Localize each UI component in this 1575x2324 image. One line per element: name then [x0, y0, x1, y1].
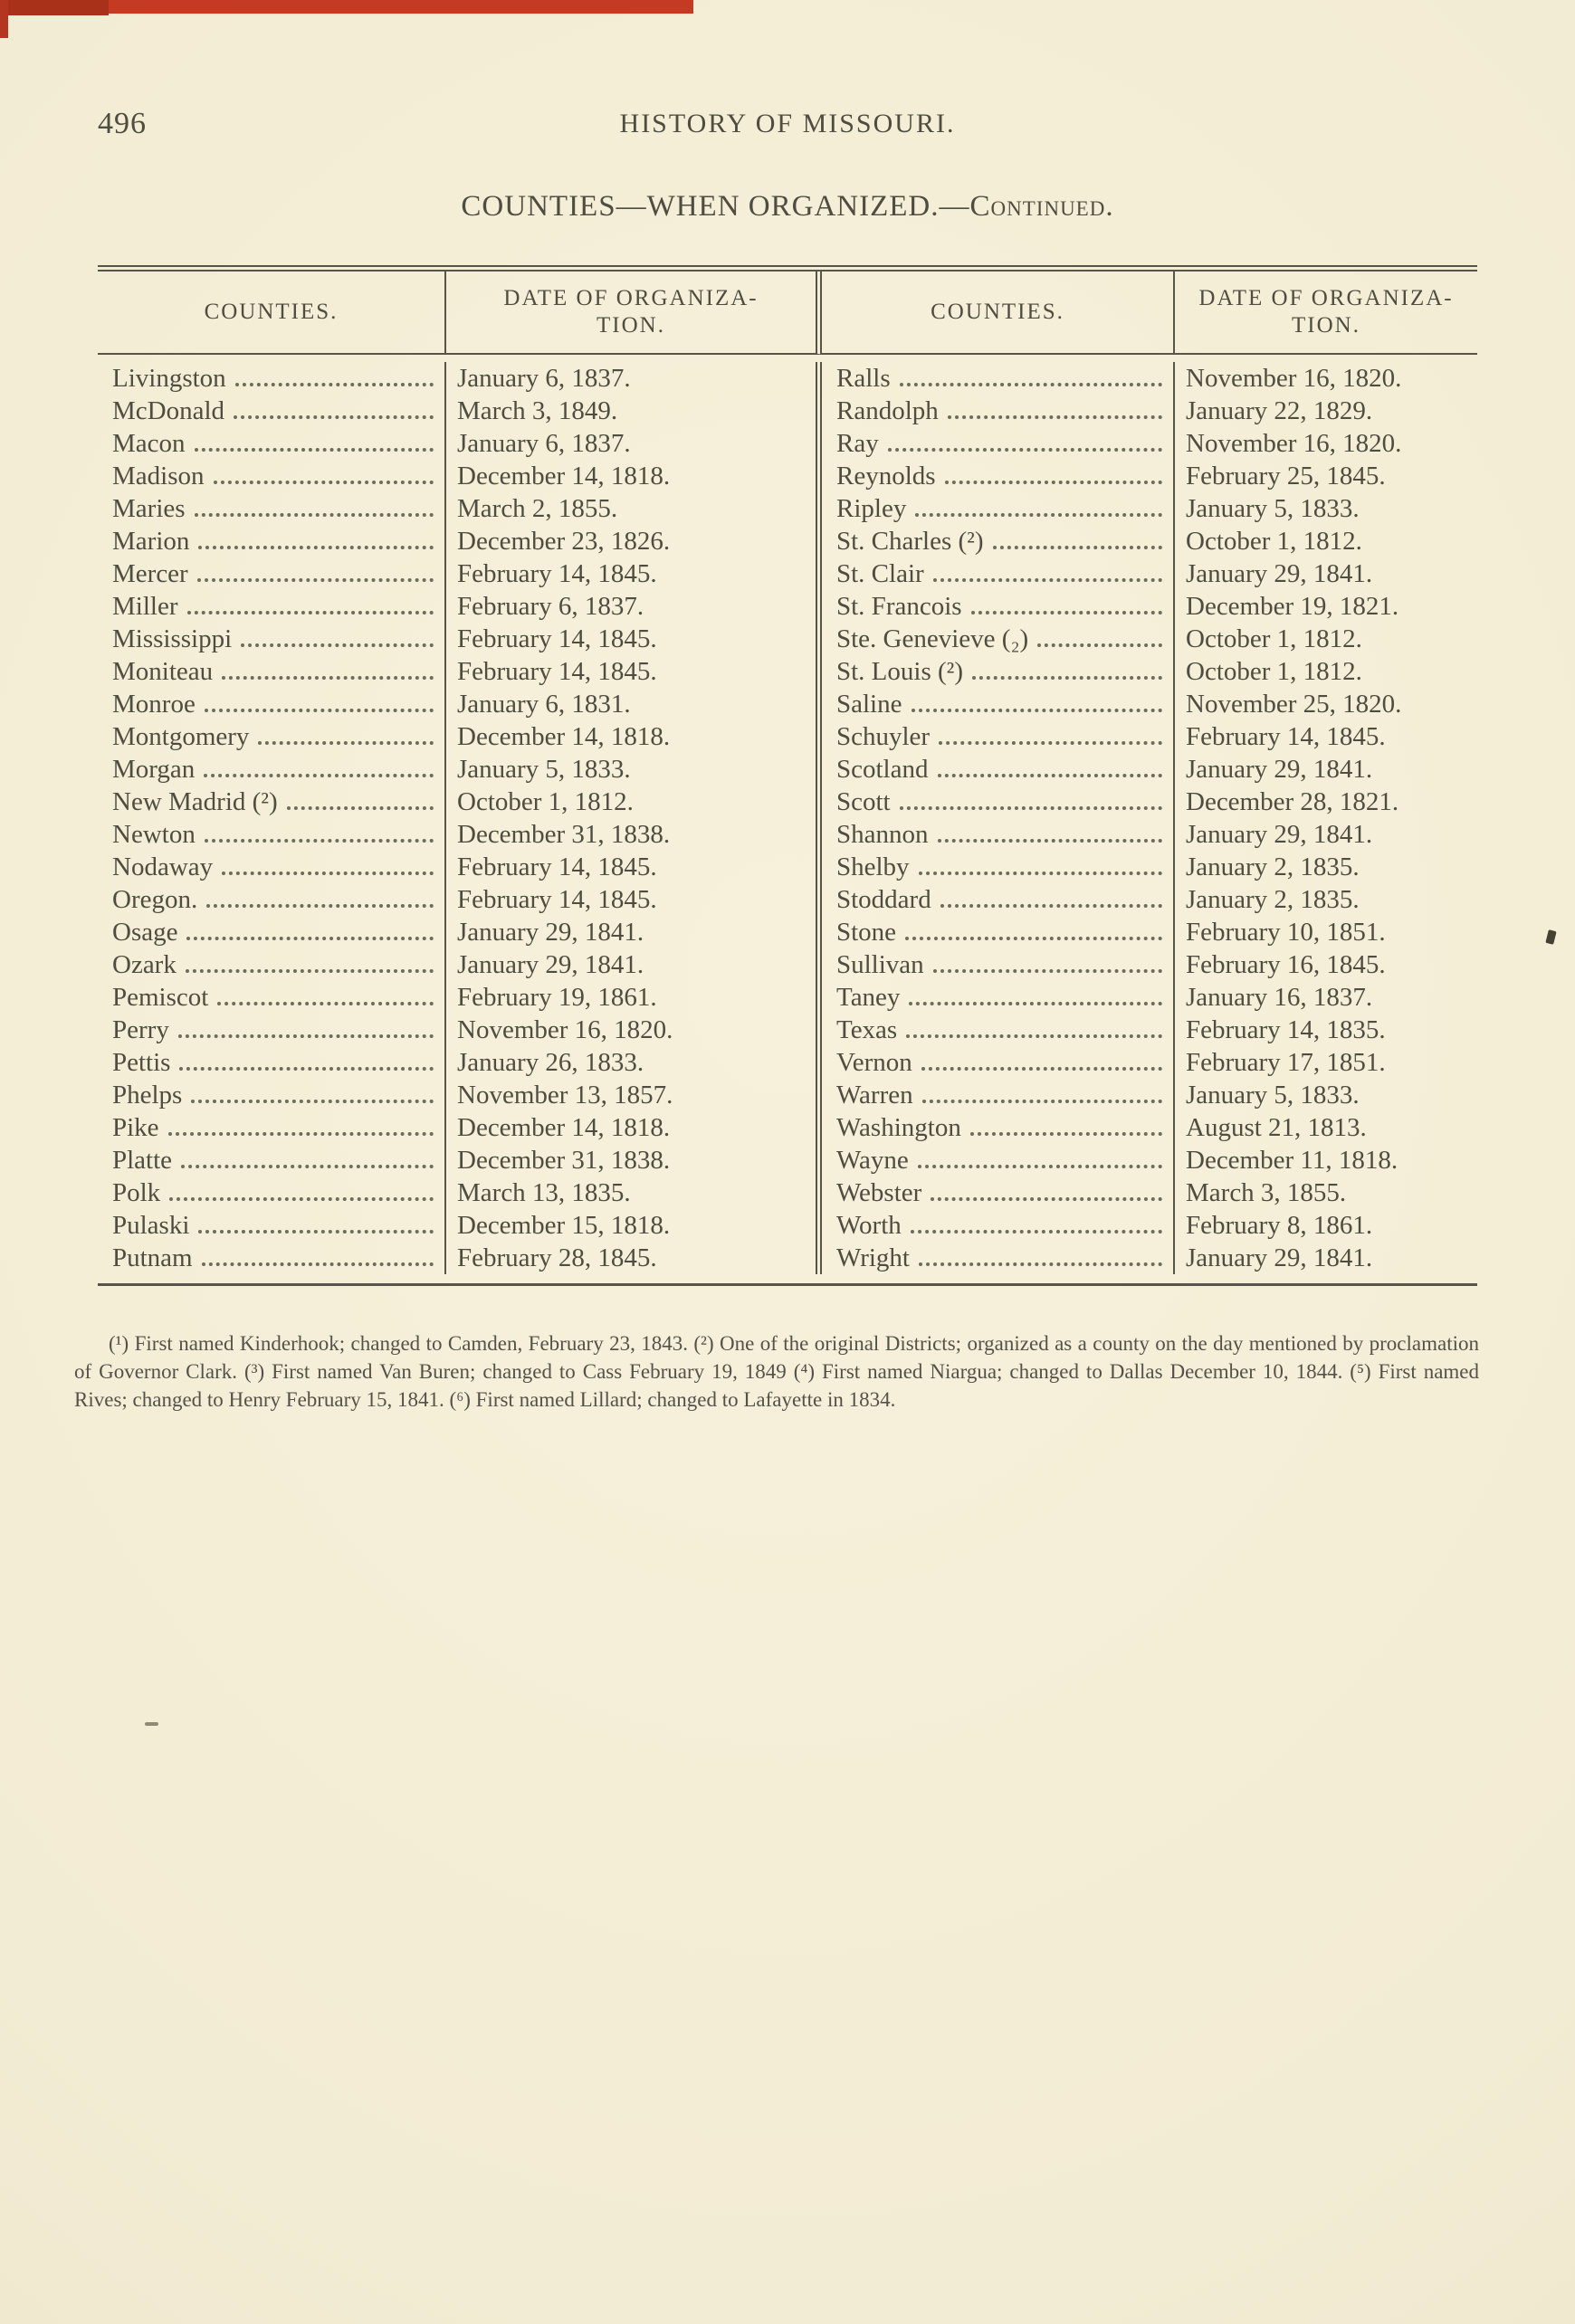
county-name: Newton [112, 820, 196, 849]
date-cell: January 2, 1835. [1186, 852, 1360, 881]
date-cell: January 22, 1829. [1186, 396, 1373, 425]
county-name: Warren [836, 1081, 913, 1110]
leader-dots [939, 741, 1162, 745]
county-name: Scotland [836, 755, 929, 784]
county-cell [822, 1209, 1175, 1242]
date-cell: March 3, 1849. [446, 395, 822, 427]
header-label: COUNTIES. [931, 300, 1064, 324]
date-cell: January 29, 1841. [1186, 1243, 1373, 1272]
date-cell: January 6, 1837. [446, 362, 822, 395]
county-cell [822, 623, 1175, 655]
page-header [98, 107, 1477, 147]
county-cell [98, 655, 446, 688]
county-cell [98, 1046, 446, 1079]
county-name: Shelby [836, 852, 910, 881]
county-name: New Madrid (²) [112, 787, 278, 816]
date-cell: August 21, 1813. [1186, 1113, 1367, 1142]
date-cell: February 16, 1845. [1186, 950, 1386, 979]
date-cell: October 1, 1812. [1186, 657, 1362, 686]
county-name: Maries [112, 494, 186, 523]
leader-dots [919, 872, 1162, 875]
county-name: Ray [836, 429, 879, 458]
county-name: Miller [112, 592, 178, 621]
county-cell [822, 786, 1175, 818]
county-name: St. Charles (²) [836, 527, 984, 556]
county-cell [98, 1079, 446, 1111]
date-cell: February 14, 1845. [446, 623, 822, 655]
leader-dots [888, 448, 1162, 452]
date-cell: February 25, 1845. [1186, 462, 1386, 491]
leader-dots [972, 676, 1162, 680]
leader-dots [169, 1197, 434, 1201]
table-body [98, 355, 1477, 1283]
county-name: Mercer [112, 559, 188, 588]
table-title-main: COUNTIES—WHEN ORGANIZED.— [461, 190, 970, 223]
county-cell [822, 362, 1175, 395]
date-cell: January 2, 1835. [1186, 885, 1360, 914]
leader-dots [915, 513, 1162, 517]
county-name: Monroe [112, 690, 196, 719]
leader-dots [234, 415, 434, 419]
date-cell: December 15, 1818. [446, 1209, 822, 1242]
date-cell: January 5, 1833. [1186, 1081, 1360, 1110]
date-cell: October 1, 1812. [1186, 527, 1362, 556]
county-name: Nodaway [112, 852, 214, 881]
date-cell: November 16, 1820. [1186, 429, 1402, 458]
county-cell [98, 753, 446, 786]
date-cell: January 29, 1841. [446, 948, 822, 981]
county-cell [98, 590, 446, 623]
header-counties-right [822, 271, 1175, 355]
date-cell: November 16, 1820. [1186, 364, 1402, 393]
date-cell: February 17, 1851. [1186, 1048, 1386, 1077]
leader-dots [912, 709, 1163, 712]
date-cell: January 6, 1837. [446, 427, 822, 460]
date-cell: November 25, 1820. [1186, 690, 1402, 719]
county-cell [98, 1144, 446, 1176]
county-name: Wayne [836, 1146, 909, 1175]
county-name: Randolph [836, 396, 939, 425]
county-cell [98, 362, 446, 395]
date-cell: January 16, 1837. [1186, 983, 1373, 1012]
county-name: Webster [836, 1178, 922, 1207]
leader-dots [186, 937, 434, 940]
date-cell: March 3, 1855. [1186, 1178, 1347, 1207]
county-cell [822, 395, 1175, 427]
scanner-red-strip-dark [0, 0, 109, 15]
leader-dots [204, 774, 434, 777]
leader-dots [198, 1230, 434, 1233]
date-cell: January 29, 1841. [446, 916, 822, 948]
county-cell [822, 655, 1175, 688]
county-name: Schuyler [836, 722, 931, 751]
date-cell: January 29, 1841. [1186, 820, 1373, 849]
date-cell: February 10, 1851. [1186, 918, 1386, 947]
leader-dots [1037, 643, 1162, 647]
county-name: Saline [836, 690, 902, 719]
county-name: Shannon [836, 820, 929, 849]
county-cell [98, 492, 446, 525]
date-cell: March 13, 1835. [446, 1176, 822, 1209]
date-cell: February 19, 1861. [446, 981, 822, 1014]
leader-dots [214, 481, 434, 484]
county-name: Reynolds [836, 462, 936, 491]
date-cell: December 14, 1818. [446, 720, 822, 753]
county-cell [822, 557, 1175, 590]
leader-dots [205, 709, 434, 712]
leader-dots [900, 383, 1162, 386]
county-name: Taney [836, 983, 901, 1012]
county-cell [822, 981, 1175, 1014]
leader-dots [186, 969, 434, 973]
header-label: COUNTIES. [204, 300, 339, 324]
county-name: Pike [112, 1113, 159, 1142]
date-cell: February 14, 1845. [446, 557, 822, 590]
date-cell: December 31, 1838. [446, 1144, 822, 1176]
leader-dots [287, 806, 434, 810]
county-name: Pemiscot [112, 983, 209, 1012]
ink-dash [145, 1722, 158, 1726]
date-cell: December 28, 1821. [1186, 787, 1399, 816]
county-name: Marion [112, 527, 190, 556]
county-cell [822, 460, 1175, 492]
county-cell [98, 557, 446, 590]
county-cell [98, 720, 446, 753]
date-cell: January 26, 1833. [446, 1046, 822, 1079]
date-cell: January 29, 1841. [1186, 559, 1373, 588]
date-cell: February 14, 1845. [446, 851, 822, 883]
county-name: Wright [836, 1243, 910, 1272]
leader-dots [202, 1262, 434, 1266]
county-cell [98, 981, 446, 1014]
county-name: Texas [836, 1015, 898, 1044]
date-cell: January 6, 1831. [446, 688, 822, 720]
county-name: Worth [836, 1211, 902, 1240]
leader-dots [179, 1067, 434, 1071]
leader-dots [905, 937, 1162, 940]
leader-dots [191, 1100, 434, 1103]
running-header: HISTORY OF MISSOURI. [619, 109, 956, 138]
leader-dots [919, 1262, 1162, 1266]
county-name: Platte [112, 1146, 173, 1175]
date-cell: January 5, 1833. [1186, 494, 1360, 523]
county-cell [822, 1176, 1175, 1209]
leader-dots [222, 872, 434, 875]
date-cell: December 19, 1821. [1186, 592, 1399, 621]
date-cell: February 14, 1835. [1186, 1015, 1386, 1044]
date-cell: January 29, 1841. [1186, 755, 1373, 784]
leader-dots [940, 904, 1162, 908]
date-cell: October 1, 1812. [1186, 624, 1362, 653]
county-name: Livingston [112, 364, 226, 393]
leader-dots [945, 481, 1162, 484]
county-cell [822, 1242, 1175, 1274]
footnotes: (¹) First named Kinderhook; changed to Camden, February 23, 1843. (²) One of the original Districts; organized as a county on the day mentioned by proclamation of Governor Clark. (³) First named Van Buren; changed to Cass February 19, 1849 (⁴) First named Niargua; changed to Dallas December 10, 1844. (⁵) First named Rives; changed to Henry February 15, 1841. (⁶) First named Lillard; changed to Lafayette in 1834. [74, 1332, 1479, 1411]
header-date-right [1175, 271, 1477, 355]
county-cell [822, 818, 1175, 851]
leader-dots [900, 806, 1162, 810]
leader-dots [933, 969, 1162, 973]
date-cell: February 8, 1861. [1186, 1211, 1373, 1240]
county-cell [98, 1176, 446, 1209]
leader-dots [938, 839, 1163, 843]
date-cell: December 31, 1838. [446, 818, 822, 851]
leader-dots [933, 578, 1162, 582]
county-name: Stoddard [836, 885, 931, 914]
page-number: 496 [98, 107, 147, 140]
date-cell: October 1, 1812. [446, 786, 822, 818]
leader-dots [970, 1132, 1162, 1136]
date-cell: December 14, 1818. [446, 460, 822, 492]
county-cell [822, 492, 1175, 525]
date-cell: February 14, 1845. [446, 883, 822, 916]
header-label: TION. [597, 313, 665, 338]
county-cell [822, 590, 1175, 623]
county-cell [98, 688, 446, 720]
ink-speck [1545, 929, 1556, 945]
county-name: Stone [836, 918, 897, 947]
leader-dots [909, 1002, 1162, 1005]
county-cell [98, 1209, 446, 1242]
county-name: Pettis [112, 1048, 171, 1077]
county-name: Ozark [112, 950, 177, 979]
county-cell [98, 623, 446, 655]
county-cell [822, 688, 1175, 720]
county-cell [98, 1111, 446, 1144]
county-cell [822, 1144, 1175, 1176]
county-cell [98, 786, 446, 818]
date-cell: February 14, 1845. [1186, 722, 1386, 751]
leader-dots [993, 546, 1162, 549]
leader-dots [258, 741, 434, 745]
leader-dots [911, 1230, 1162, 1233]
scanner-red-edge [0, 0, 8, 38]
county-cell [98, 818, 446, 851]
county-cell [822, 1014, 1175, 1046]
county-cell [822, 1046, 1175, 1079]
leader-dots [235, 383, 434, 386]
leader-dots [222, 676, 434, 680]
county-cell [98, 1014, 446, 1046]
county-cell [822, 948, 1175, 981]
leader-dots [217, 1002, 434, 1005]
leader-dots [178, 1034, 434, 1038]
county-cell [822, 720, 1175, 753]
county-cell [98, 916, 446, 948]
header-label: DATE OF ORGANIZA- [503, 286, 759, 310]
county-cell [98, 427, 446, 460]
leader-dots [195, 448, 434, 452]
leader-dots [918, 1165, 1162, 1168]
table-header-row [98, 271, 1477, 355]
leader-dots [971, 611, 1162, 614]
leader-dots [181, 1165, 434, 1168]
header-date-left [446, 271, 822, 355]
county-name: Ralls [836, 364, 891, 393]
county-cell [98, 883, 446, 916]
county-name: Ripley [836, 494, 907, 523]
county-cell [822, 883, 1175, 916]
county-name: Washington [836, 1113, 961, 1142]
county-name: Montgomery [112, 722, 250, 751]
leader-dots [938, 774, 1163, 777]
header-label: TION. [1292, 313, 1360, 338]
date-cell: November 13, 1857. [446, 1079, 822, 1111]
date-cell: December 14, 1818. [446, 1111, 822, 1144]
county-name: Vernon [836, 1048, 912, 1077]
date-cell: February 6, 1837. [446, 590, 822, 623]
county-name: Osage [112, 918, 178, 947]
county-name: Ste. Genevieve (₂) [836, 624, 1029, 653]
county-cell [822, 851, 1175, 883]
county-cell [98, 948, 446, 981]
counties-table [98, 265, 1477, 1286]
date-cell: February 28, 1845. [446, 1242, 822, 1274]
leader-dots [931, 1197, 1162, 1201]
leader-dots [922, 1100, 1162, 1103]
leader-dots [921, 1067, 1162, 1071]
county-cell [98, 395, 446, 427]
county-name: Phelps [112, 1081, 183, 1110]
county-cell [822, 525, 1175, 557]
county-name: Putnam [112, 1243, 193, 1272]
county-name: Scott [836, 787, 891, 816]
leader-dots [948, 415, 1162, 419]
county-cell [98, 525, 446, 557]
leader-dots [197, 578, 434, 582]
leader-dots [906, 1034, 1162, 1038]
county-name: Macon [112, 429, 186, 458]
leader-dots [205, 839, 434, 843]
leader-dots [187, 611, 434, 614]
header-counties-left [98, 271, 446, 355]
county-name: Madison [112, 462, 205, 491]
leader-dots [195, 513, 434, 517]
date-cell: December 23, 1826. [446, 525, 822, 557]
date-cell: January 5, 1833. [446, 753, 822, 786]
leader-dots [168, 1132, 434, 1136]
county-cell [822, 916, 1175, 948]
date-cell: March 2, 1855. [446, 492, 822, 525]
county-cell [98, 1242, 446, 1274]
county-name: Moniteau [112, 657, 214, 686]
county-cell [98, 460, 446, 492]
county-name: McDonald [112, 396, 225, 425]
county-name: Pulaski [112, 1211, 190, 1240]
date-cell: December 11, 1818. [1186, 1146, 1398, 1175]
header-label: DATE OF ORGANIZA- [1198, 286, 1454, 310]
table-title [98, 190, 1477, 224]
county-name: Sullivan [836, 950, 924, 979]
county-name: St. Clair [836, 559, 924, 588]
date-cell: February 14, 1845. [446, 655, 822, 688]
leader-dots [241, 643, 434, 647]
county-cell [822, 1111, 1175, 1144]
county-cell [822, 753, 1175, 786]
county-name: St. Louis (²) [836, 657, 964, 686]
leader-dots [198, 546, 434, 549]
county-cell [822, 427, 1175, 460]
county-name: Perry [112, 1015, 169, 1044]
county-name: Morgan [112, 755, 196, 784]
county-name: Mississippi [112, 624, 233, 653]
leader-dots [206, 904, 434, 908]
date-cell: November 16, 1820. [446, 1014, 822, 1046]
county-name: Oregon. [112, 885, 198, 914]
county-name: St. Francois [836, 592, 962, 621]
county-name: Polk [112, 1178, 161, 1207]
county-cell [822, 1079, 1175, 1111]
county-cell [98, 851, 446, 883]
table-title-continued: Continued. [969, 190, 1114, 223]
